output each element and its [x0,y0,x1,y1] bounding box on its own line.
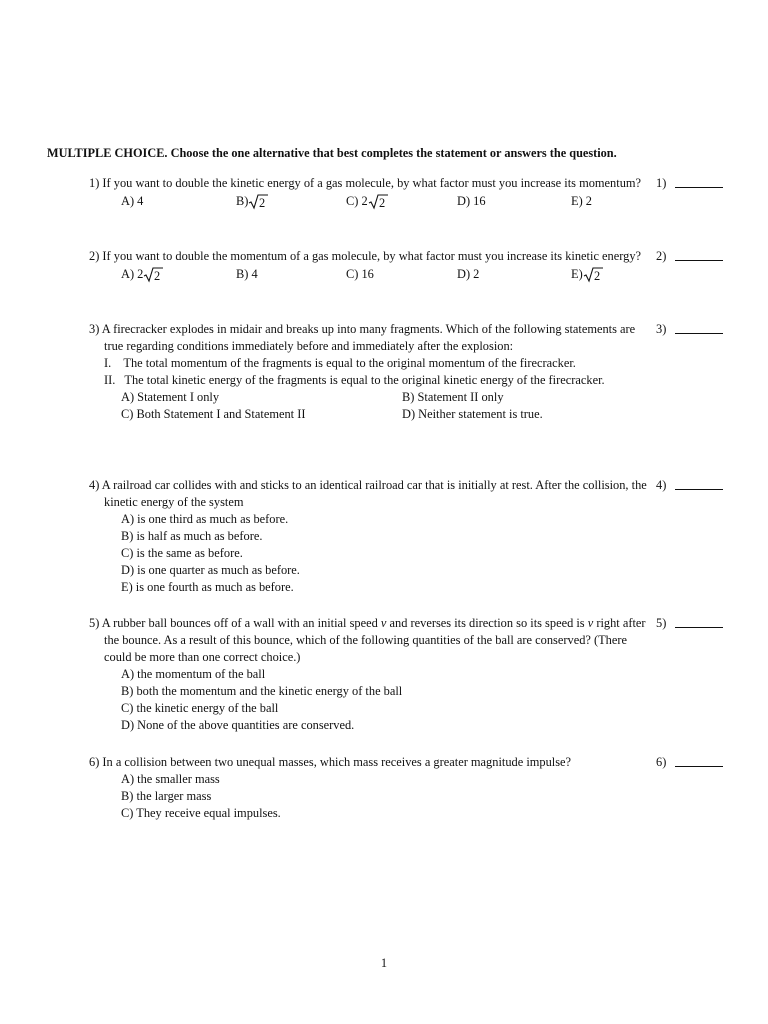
sqrt-symbol [248,193,268,212]
option-b: B) Statement II only [402,390,504,404]
section-header: MULTIPLE CHOICE. Choose the one alternative that best completes the statement or answers the question. [47,146,617,160]
answer-number: 4) [656,478,667,492]
option-e: E) is one fourth as much as before. [121,580,294,594]
options-row [89,193,649,212]
question-4 [89,477,667,596]
option-c: C) They receive equal impulses. [121,806,281,820]
answer-number: 1) [656,176,667,190]
answer-number: 2) [656,249,667,263]
answer-number: 5) [656,616,667,630]
statement-ii: II. The total kinetic energy of the fragments is equal to the original kinetic energy of the firecracker. [104,373,605,387]
option-d: D) None of the above quantities are conserved. [121,718,355,732]
option-a: A) the momentum of the ball [121,667,266,681]
question-stem: 4) A railroad car collides with and sticks to an identical railroad car that is initially at rest. After the collision, the kinetic energy of the system [89,478,647,509]
question-6 [89,754,667,822]
answer-number: 3) [656,322,667,336]
question-1 [89,175,667,212]
answer-blank[interactable] [675,627,723,628]
answer-blank[interactable] [675,333,723,334]
options-row [89,266,649,285]
question-stem: 1) If you want to double the kinetic energy of a gas molecule, by what factor must you increase its momentum? [89,176,642,190]
option-e: E) 2 [571,266,583,283]
question-5 [89,615,667,734]
option-b: B) 2 [236,193,248,210]
question-2 [89,248,667,285]
option-a: A) 2 2 [121,266,143,283]
option-a: A) is one third as much as before. [121,512,289,526]
option-c: C) is the same as before. [121,546,243,560]
statement-i: I. The total momentum of the fragments is equal to the original momentum of the firecracker. [104,356,576,370]
options-row [89,406,649,423]
answer-blank[interactable] [675,766,723,767]
option-d: D) 2 [457,267,480,281]
question-stem: 2) If you want to double the momentum of a gas molecule, by what factor must you increase its kinetic energy? [89,249,642,263]
question-stem: 6) In a collision between two unequal masses, which mass receives a greater magnitude impulse? [89,755,572,769]
sqrt-symbol [368,193,388,212]
answer-blank[interactable] [675,260,723,261]
svg-text:2: 2 [259,196,266,210]
option-b: B) 4 [236,267,258,281]
question-stem: 5) A rubber ball bounces off of a wall with an initial speed v and reverses its direction so its speed is v right after the bounce. As a result of this bounce, which of the following quantities of the ball are conserved? (There could be more than one correct choice.) [89,616,646,664]
option-a: A) the smaller mass [121,772,220,786]
svg-text:2: 2 [154,269,161,283]
sqrt-symbol [143,266,163,285]
sqrt-symbol [583,266,603,285]
question-stem: 3) A firecracker explodes in midair and breaks up into many fragments. Which of the following statements are true regarding conditions immediately before and immediately after the explosion: [89,322,636,353]
variable-v: v [380,616,387,630]
option-d: D) 16 [457,194,486,208]
option-c: C) the kinetic energy of the ball [121,701,279,715]
answer-blank[interactable] [675,489,723,490]
question-3 [89,321,667,423]
option-e: E) 2 [571,194,592,208]
svg-text:2: 2 [378,196,385,210]
option-b: B) both the momentum and the kinetic energy of the ball [121,684,403,698]
answer-number: 6) [656,755,667,769]
option-b: B) the larger mass [121,789,212,803]
option-a: A) Statement I only [121,390,220,404]
option-b: B) is half as much as before. [121,529,263,543]
option-c: C) 2 2 [346,193,368,210]
svg-text:2: 2 [593,269,600,283]
option-c: C) 16 [346,267,374,281]
page-number: 1 [380,956,388,970]
option-d: D) is one quarter as much as before. [121,563,300,577]
answer-blank[interactable] [675,187,723,188]
option-d: D) Neither statement is true. [402,407,543,421]
option-c: C) Both Statement I and Statement II [121,407,306,421]
option-a: A) 4 [121,194,144,208]
options-row [89,389,649,406]
variable-v: v [587,616,594,630]
